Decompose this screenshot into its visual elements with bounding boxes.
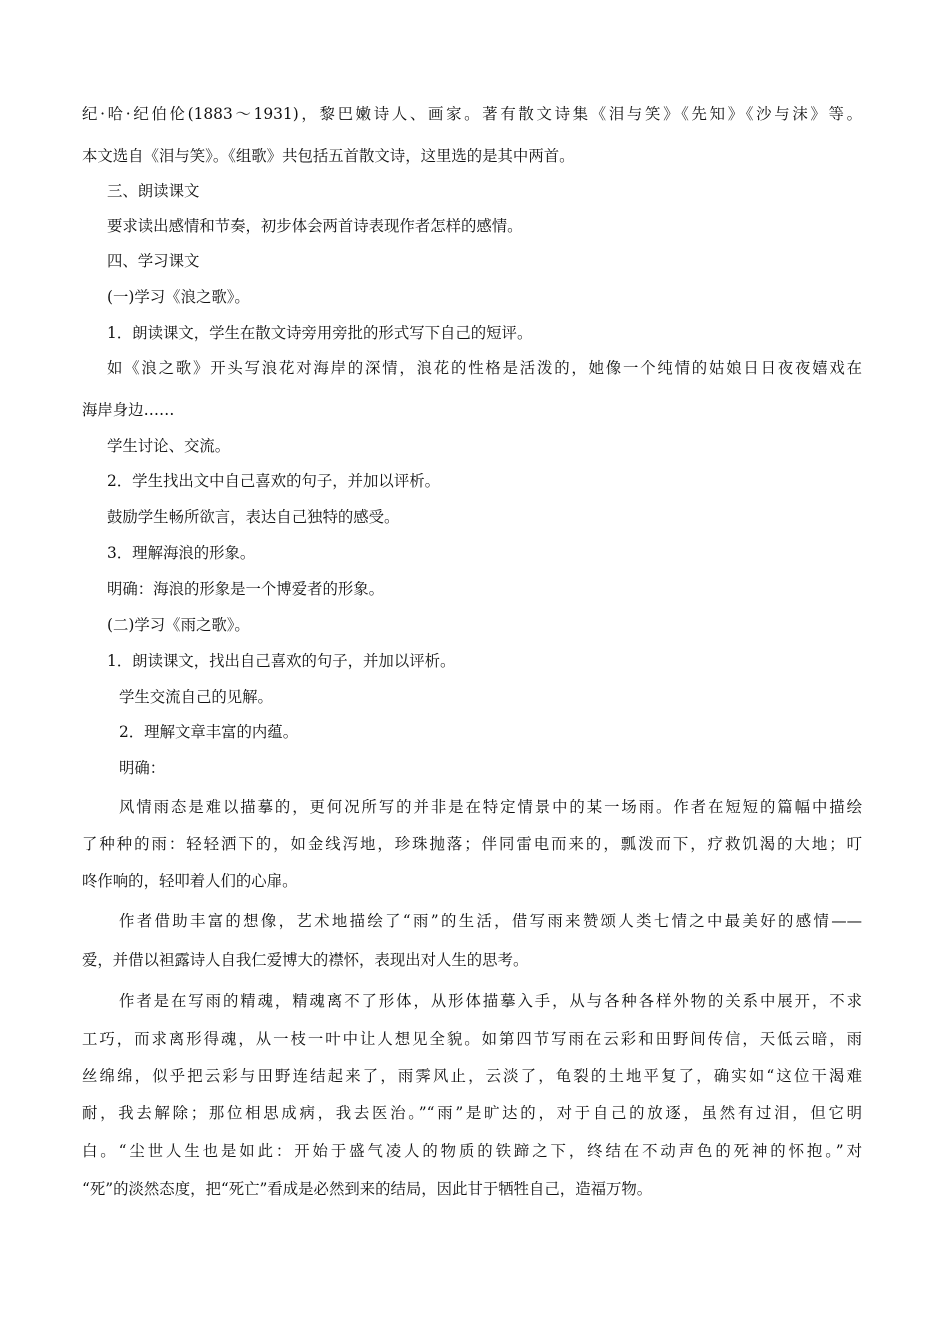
section-heading: 四、学习课文 <box>107 252 200 270</box>
paragraph-line: 爱，并借以袒露诗人自我仁爱博大的襟怀，表现出对人生的思考。 <box>82 951 529 969</box>
paragraph-line: 风情雨态是难以描摹的，更何况所写的并非是在特定情景中的某一场雨。作者在短短的篇幅中描绘 <box>119 798 862 816</box>
paragraph-line: 海岸身边…… <box>82 401 175 419</box>
paragraph-line: 鼓励学生畅所欲言，表达自己独特的感受。 <box>107 508 400 526</box>
list-item: 1．朗读课文，学生在散文诗旁用旁批的形式写下自己的短评。 <box>107 324 533 342</box>
paragraph-line: 明确： <box>119 759 166 777</box>
subsection-heading: (二)学习《雨之歌》。 <box>107 616 250 634</box>
list-item: 3．理解海浪的形象。 <box>107 544 256 562</box>
list-item: 1．朗读课文，找出自己喜欢的句子，并加以评析。 <box>107 652 456 670</box>
list-item: 2．理解文章丰富的内蕴。 <box>119 723 299 741</box>
paragraph-line: 明确：海浪的形象是一个博爱者的形象。 <box>107 580 385 598</box>
subsection-heading: (一)学习《浪之歌》。 <box>107 288 250 306</box>
paragraph-line: 工巧，而求离形得魂，从一枝一叶中让人想见全貌。如第四节写雨在云彩和田野间传信，天低云暗，雨 <box>82 1030 862 1048</box>
paragraph-line: 耐，我去解除；那位相思成病，我去医治。”“雨”是旷达的，对于自己的放逐，虽然有过泪，但它明 <box>82 1104 862 1122</box>
paragraph-line: 作者借助丰富的想像，艺术地描绘了“雨”的生活，借写雨来赞颂人类七情之中最美好的感情—— <box>119 912 862 930</box>
list-item: 2．学生找出文中自己喜欢的句子，并加以评析。 <box>107 472 440 490</box>
paragraph-line: 本文选自《泪与笑》。《组歌》共包括五首散文诗，这里选的是其中两首。 <box>82 147 575 165</box>
paragraph-line: 丝绵绵，似乎把云彩与田野连结起来了，雨霁风止，云淡了，龟裂的土地平复了，确实如“这位干渴难 <box>82 1067 862 1085</box>
paragraph-line: 咚作响的，轻叩着人们的心扉。 <box>82 872 298 890</box>
paragraph-line: 要求读出感情和节奏，初步体会两首诗表现作者怎样的感情。 <box>107 217 523 235</box>
paragraph-line: 作者是在写雨的精魂，精魂离不了形体，从形体描摹入手，从与各种各样外物的关系中展开，不求 <box>119 992 862 1010</box>
paragraph-line: 学生交流自己的见解。 <box>119 688 273 706</box>
paragraph-line: 白。“尘世人生也是如此：开始于盛气凌人的物质的铁蹄之下，终结在不动声色的死神的怀抱。”对 <box>82 1142 862 1160</box>
paragraph-line: 纪·哈·纪伯伦(1883～1931)，黎巴嫩诗人、画家。著有散文诗集《泪与笑》《先知》《沙与沫》等。 <box>82 105 862 123</box>
paragraph-line: 了种种的雨：轻轻洒下的，如金线泻地，珍珠抛落；伴同雷电而来的，瓢泼而下，疗救饥渴的大地；叮 <box>82 835 862 853</box>
paragraph-line: 如《浪之歌》开头写浪花对海岸的深情，浪花的性格是活泼的，她像一个纯情的姑娘日日夜夜嬉戏在 <box>107 359 862 377</box>
paragraph-line: 学生讨论、交流。 <box>107 437 231 455</box>
paragraph-line: “死”的淡然态度，把“死亡”看成是必然到来的结局，因此甘于牺牲自己，造福万物。 <box>82 1180 653 1198</box>
section-heading: 三、朗读课文 <box>107 182 200 200</box>
